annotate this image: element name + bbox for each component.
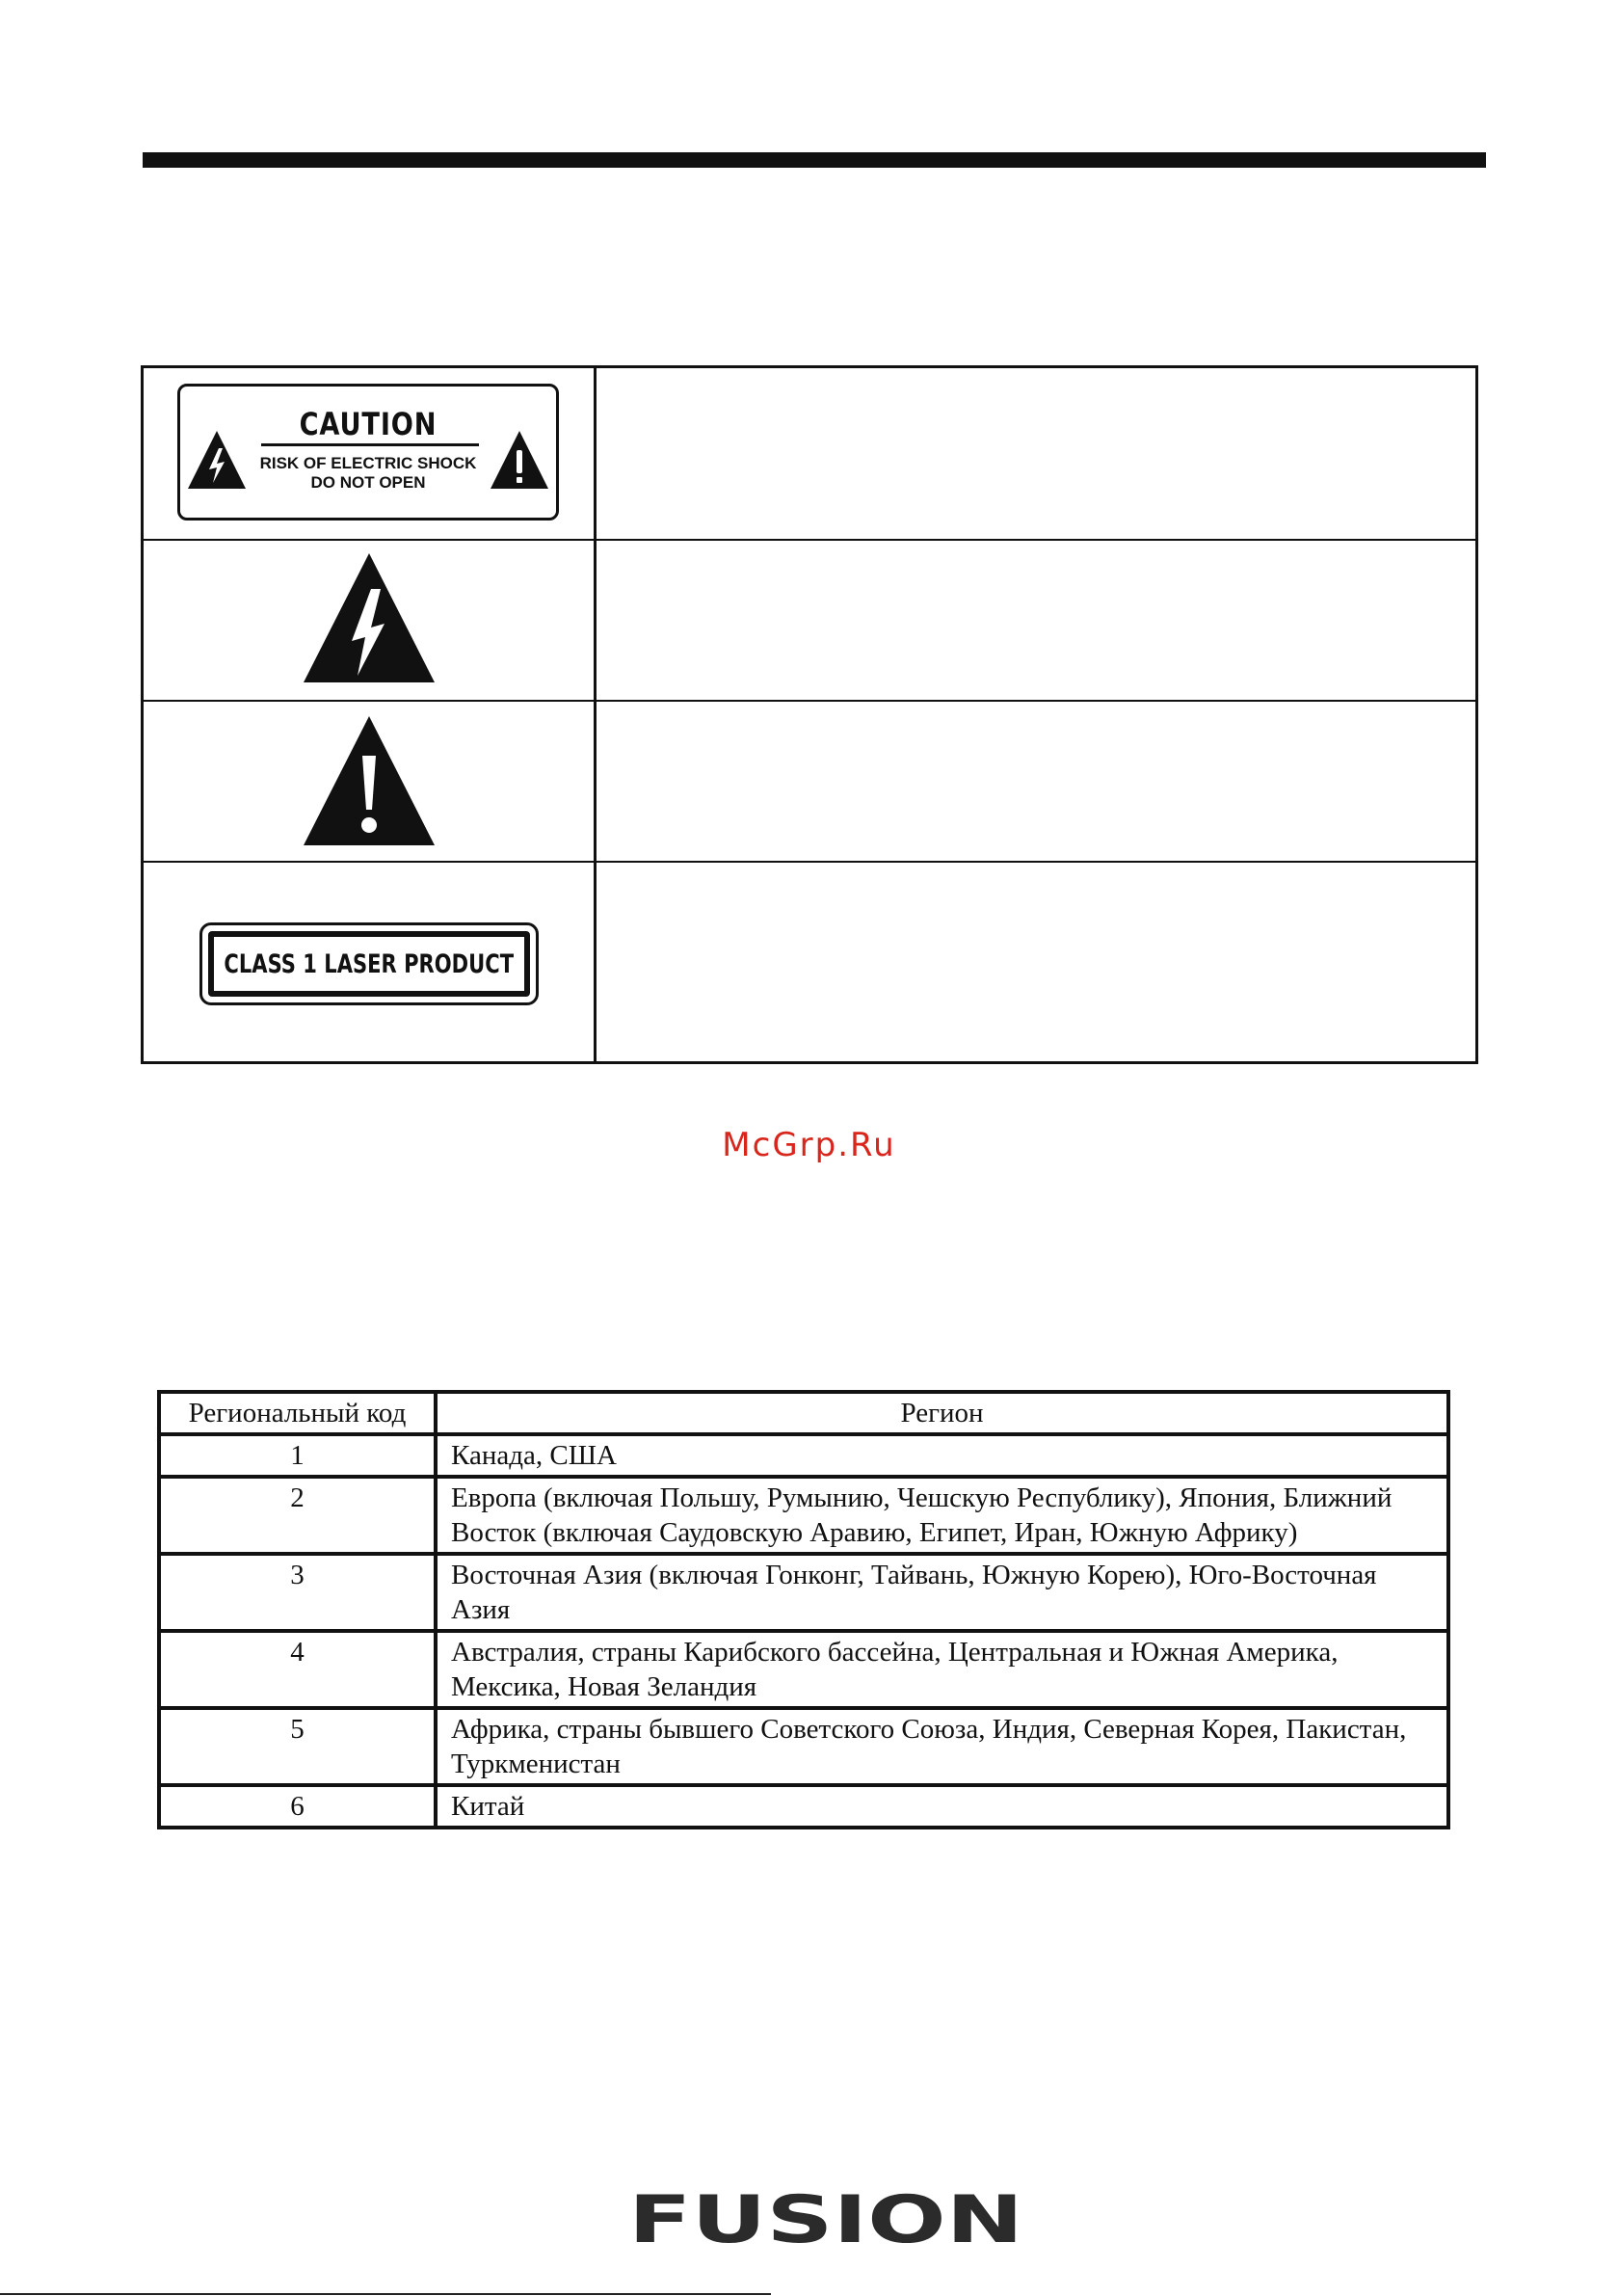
- region-name-cell: Канада, США: [436, 1434, 1448, 1477]
- region-code-cell: 5: [159, 1708, 436, 1785]
- lightning-symbol-row: [144, 541, 1475, 702]
- top-divider: [143, 152, 1486, 168]
- caution-title: CAUTION: [299, 406, 438, 442]
- caution-underline: [261, 443, 479, 446]
- region-code-cell: 2: [159, 1477, 436, 1554]
- header-region-code: Региональный код: [159, 1392, 436, 1434]
- brand-wordmark: FUSION: [628, 2186, 1023, 2248]
- caution-row: [144, 368, 1475, 541]
- watermark: McGrp.Ru: [722, 1126, 896, 1164]
- caution-label: [177, 384, 559, 521]
- region-name-cell: Австралия, страны Карибского бассейна, Центральная и Южная Америка, Мексика, Новая Зеландия: [436, 1631, 1448, 1708]
- caution-line-2: DO NOT OPEN: [310, 473, 426, 492]
- header-region: Регион: [436, 1392, 1448, 1434]
- region-code-cell: 1: [159, 1434, 436, 1477]
- laser-class-text: CLASS 1 LASER PRODUCT: [224, 948, 515, 979]
- region-code-table: [157, 1390, 1450, 1829]
- table-row: [159, 1785, 1448, 1828]
- table-header-row: [159, 1392, 1448, 1434]
- exclamation-triangle-icon: [302, 713, 437, 848]
- fusion-brand-logo: [624, 2186, 1027, 2248]
- region-code-cell: 4: [159, 1631, 436, 1708]
- exclamation-warning-icon: [489, 429, 550, 491]
- caution-line-1: RISK OF ELECTRIC SHOCK: [259, 454, 477, 472]
- region-code-cell: 6: [159, 1785, 436, 1828]
- table-row: [159, 1554, 1448, 1631]
- region-name-cell: Африка, страны бывшего Советского Союза, Индия, Северная Корея, Пакистан, Туркменистан: [436, 1708, 1448, 1785]
- lightning-bolt-icon: [302, 550, 437, 685]
- region-name-cell: Восточная Азия (включая Гонконг, Тайвань, Южную Корею), Юго-Восточная Азия: [436, 1554, 1448, 1631]
- laser-class-label: [199, 922, 539, 1005]
- table-row: [159, 1708, 1448, 1785]
- exclamation-symbol-row: [144, 702, 1475, 863]
- table-row: [159, 1434, 1448, 1477]
- region-name-cell: Европа (включая Польшу, Румынию, Чешскую Республику), Япония, Ближний Восток (включая Саудовскую Аравию, Египет, Иран, Южную Африку): [436, 1477, 1448, 1554]
- footer-divider: [0, 2293, 771, 2295]
- laser-product-row: [144, 863, 1475, 1061]
- region-name-cell: Китай: [436, 1785, 1448, 1828]
- table-row: [159, 1477, 1448, 1554]
- region-code-cell: 3: [159, 1554, 436, 1631]
- table-row: [159, 1631, 1448, 1708]
- safety-symbols-table: [141, 365, 1478, 1064]
